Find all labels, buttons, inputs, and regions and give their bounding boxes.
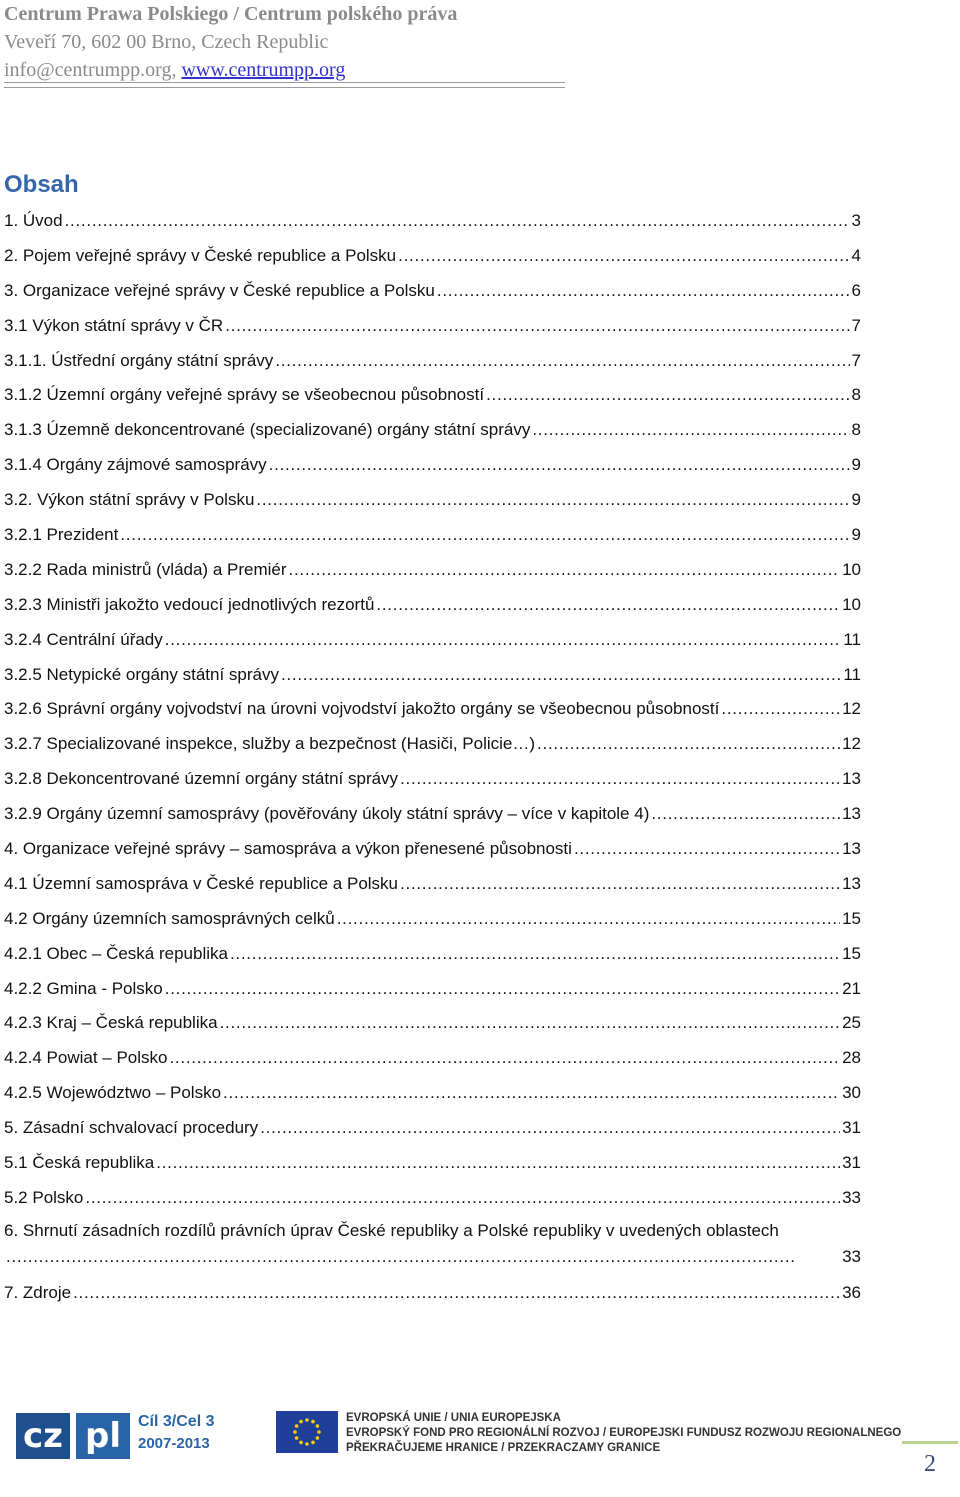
organization-name: Centrum Prawa Polskiego / Centrum polského práva: [4, 3, 458, 25]
toc-entry-page: 13: [842, 769, 861, 789]
toc-entry-page: 11: [843, 664, 861, 684]
eu-funding-text: [346, 1411, 901, 1456]
toc-entry-label: 3.2.3 Ministři jakožto vedoucí jednotlivých rezortů: [4, 594, 375, 614]
toc-entry-page: 9: [851, 525, 861, 545]
table-of-contents: [4, 206, 861, 1313]
toc-entry-label: 4.2.5 Województwo – Polsko: [4, 1083, 222, 1103]
toc-entry-label: 3.1.4 Orgány zájmové samosprávy: [4, 455, 267, 475]
toc-entry-label: 3.2.1 Prezident: [4, 525, 119, 545]
letterhead-divider: [4, 82, 565, 88]
toc-dot-leader: [400, 869, 840, 899]
toc-entry-page: 8: [851, 420, 861, 440]
page-number: 2: [924, 1451, 936, 1477]
toc-entry[interactable]: [4, 869, 861, 904]
toc-entry[interactable]: [4, 450, 861, 485]
toc-dot-leader: [269, 450, 850, 480]
toc-entry[interactable]: [4, 520, 861, 555]
toc-entry[interactable]: [4, 415, 861, 450]
contact-line: [4, 56, 569, 84]
toc-entry-page: 15: [842, 908, 861, 928]
toc-entry-page: 10: [842, 594, 861, 614]
organization-address: Veveří 70, 602 00 Brno, Czech Republic: [4, 31, 329, 53]
toc-entry-page: 11: [843, 629, 861, 649]
toc-entry-page: 10: [842, 559, 861, 579]
toc-entry-page: 28: [842, 1048, 861, 1068]
toc-title: Obsah: [4, 171, 79, 198]
toc-entry[interactable]: [4, 625, 861, 660]
toc-entry-page: 7: [851, 350, 861, 370]
toc-entry-page: 30: [842, 1083, 861, 1103]
toc-dot-leader: [398, 241, 849, 271]
toc-dot-leader: [281, 660, 841, 690]
toc-entry-leader-line: [4, 1244, 861, 1270]
eu-flag-icon: [276, 1411, 338, 1453]
toc-dot-leader: [73, 1278, 840, 1308]
toc-dot-leader: [230, 939, 840, 969]
toc-entry[interactable]: [4, 1043, 861, 1078]
toc-entry-page: 36: [842, 1282, 861, 1302]
toc-dot-leader: [85, 1183, 840, 1213]
toc-entry-page: 33: [842, 1246, 861, 1266]
eu-line: EVROPSKÁ UNIE / UNIA EUROPEJSKA: [346, 1412, 561, 1424]
toc-dot-leader: [223, 1078, 840, 1108]
toc-entry[interactable]: [4, 1113, 861, 1148]
toc-entry-label: 5.1 Česká republika: [4, 1153, 155, 1173]
czpl-logo: [16, 1413, 216, 1459]
toc-entry-label: 3.2. Výkon státní správy v Polsku: [4, 490, 255, 510]
toc-entry-page: 7: [851, 315, 861, 335]
toc-entry[interactable]: [4, 1278, 861, 1313]
toc-entry[interactable]: [4, 660, 861, 695]
toc-entry[interactable]: [4, 1008, 861, 1043]
toc-dot-leader: [289, 555, 841, 585]
toc-entry-page: 33: [842, 1187, 861, 1207]
page-number-rule: [902, 1441, 958, 1444]
toc-entry-page: 15: [842, 943, 861, 963]
toc-dot-leader: [120, 520, 849, 550]
toc-entry-label: 3.2.8 Dekoncentrované územní orgány státní správy: [4, 769, 399, 789]
eu-line: EVROPSKÝ FOND PRO REGIONÁLNÍ ROZVOJ / EUROPEJSKI FUNDUSZ ROZWOJU REGIONALNEGO: [346, 1427, 902, 1439]
letterhead: [4, 0, 569, 84]
toc-entry-label: 3.2.4 Centrální úřady: [4, 629, 163, 649]
toc-entry-page: 12: [842, 699, 861, 719]
toc-entry-label: 3.1 Výkon státní správy v ČR: [4, 315, 224, 335]
toc-entry-page: 4: [851, 245, 861, 265]
toc-entry[interactable]: [4, 206, 861, 241]
website-link[interactable]: www.centrumpp.org: [181, 59, 346, 81]
toc-entry-page: 31: [842, 1153, 861, 1173]
toc-dot-leader: [165, 974, 840, 1004]
toc-dot-leader: [400, 764, 840, 794]
toc-entry[interactable]: [4, 799, 861, 834]
toc-entry[interactable]: [4, 590, 861, 625]
toc-dot-leader: [437, 276, 850, 306]
toc-dot-leader: [721, 694, 840, 724]
toc-dot-leader: [651, 799, 840, 829]
toc-entry[interactable]: [4, 380, 861, 415]
toc-entry-label: 4.1 Územní samospráva v České republice a Polsku: [4, 873, 399, 893]
toc-entry-page: 13: [842, 839, 861, 859]
toc-entry-label: 4.2.3 Kraj – Česká republika: [4, 1013, 218, 1033]
toc-entry[interactable]: [4, 904, 861, 939]
contact-separator: ,: [171, 59, 182, 81]
toc-entry-label: 3.2.5 Netypické orgány státní správy: [4, 664, 279, 684]
toc-entry-label: 7. Zdroje: [4, 1282, 72, 1302]
toc-entry[interactable]: [4, 346, 861, 381]
toc-entry-label: 3. Organizace veřejné správy v České republice a Polsku: [4, 280, 435, 300]
toc-entry[interactable]: [4, 764, 861, 799]
toc-entry[interactable]: [4, 974, 861, 1009]
toc-entry[interactable]: [4, 939, 861, 974]
toc-entry-label: 4.2.2 Gmina - Polsko: [4, 978, 163, 998]
toc-entry[interactable]: [4, 1218, 861, 1278]
toc-dot-leader: [486, 380, 849, 410]
toc-entry-page: 6: [851, 280, 861, 300]
toc-entry-label: 3.1.3 Územně dekoncentrované (specializované) orgány státní správy: [4, 420, 531, 440]
logo-pl: pl: [76, 1413, 130, 1459]
toc-entry[interactable]: [4, 729, 861, 764]
toc-entry[interactable]: [4, 485, 861, 520]
toc-entry-label: 3.2.6 Správní orgány vojvodství na úrovni vojvodství jakožto orgány se všeobecnou působností: [4, 699, 720, 719]
toc-entry[interactable]: [4, 834, 861, 869]
toc-entry[interactable]: [4, 1183, 861, 1218]
toc-dot-leader: [275, 346, 849, 376]
toc-entry[interactable]: [4, 241, 861, 276]
toc-dot-leader: [6, 1244, 840, 1270]
toc-dot-leader: [260, 1113, 840, 1143]
page-number-box: [902, 1441, 958, 1495]
toc-entry-page: 31: [842, 1118, 861, 1138]
toc-dot-leader: [65, 206, 850, 236]
toc-entry-label: 4.2 Orgány územních samosprávných celků: [4, 908, 335, 928]
toc-entry[interactable]: [4, 311, 861, 346]
toc-dot-leader: [225, 311, 849, 341]
toc-entry-label: 3.2.7 Specializované inspekce, služby a bezpečnost (Hasiči, Policie…): [4, 734, 536, 754]
logo-cz: cz: [16, 1413, 70, 1459]
toc-entry-page: 25: [842, 1013, 861, 1033]
toc-entry-label: 6. Shrnutí zásadních rozdílů právních úprav České republiky a Polské republiky v uvedených oblastech: [4, 1220, 779, 1240]
toc-entry[interactable]: [4, 1148, 861, 1183]
eu-line: PŘEKRAČUJEME HRANICE / PRZEKRACZAMY GRANICE: [346, 1442, 661, 1454]
toc-entry-label: 4. Organizace veřejné správy – samospráva a výkon přenesené působnosti: [4, 839, 572, 859]
toc-entry-page: 3: [851, 211, 861, 230]
toc-entry-label: 3.2.9 Orgány územní samosprávy (pověřovány úkoly státní správy – více v kapitole 4): [4, 804, 650, 824]
toc-dot-leader: [220, 1008, 841, 1038]
toc-entry-label: 4.2.1 Obec – Česká republika: [4, 943, 228, 963]
logo-goal: Cíl 3/Cel 3: [138, 1413, 215, 1430]
toc-entry-page: 21: [842, 978, 861, 998]
toc-entry[interactable]: [4, 1078, 861, 1113]
toc-entry[interactable]: [4, 694, 861, 729]
toc-dot-leader: [256, 485, 849, 515]
toc-entry[interactable]: [4, 555, 861, 590]
toc-dot-leader: [376, 590, 840, 620]
toc-entry-label: 3.2.2 Rada ministrů (vláda) a Premiér: [4, 559, 287, 579]
toc-entry-label: 4.2.4 Powiat – Polsko: [4, 1048, 168, 1068]
toc-entry-label: 3.1.1. Ústřední orgány státní správy: [4, 350, 274, 370]
toc-dot-leader: [169, 1043, 840, 1073]
toc-entry-label: 3.1.2 Územní orgány veřejné správy se všeobecnou působností: [4, 385, 485, 405]
toc-dot-leader: [574, 834, 840, 864]
toc-entry[interactable]: [4, 276, 861, 311]
toc-dot-leader: [532, 415, 849, 445]
toc-dot-leader: [156, 1148, 840, 1178]
toc-entry-page: 8: [851, 385, 861, 405]
toc-entry-page: 9: [851, 455, 861, 475]
toc-entry-page: 13: [842, 804, 861, 824]
logo-years: 2007-2013: [138, 1435, 210, 1452]
toc-entry-label: 5.2 Polsko: [4, 1187, 84, 1207]
toc-entry-label: 2. Pojem veřejné správy v České republice a Polsku: [4, 245, 397, 265]
page-footer: [0, 1405, 960, 1497]
toc-dot-leader: [537, 729, 840, 759]
toc-dot-leader: [165, 625, 842, 655]
toc-entry-page: 12: [842, 734, 861, 754]
toc-entry-label: 5. Zásadní schvalovací procedury: [4, 1118, 259, 1138]
toc-entry-label: 1. Úvod: [4, 211, 63, 230]
email-link[interactable]: info@centrumpp.org: [4, 59, 172, 81]
toc-dot-leader: [337, 904, 840, 934]
toc-entry-page: 13: [842, 873, 861, 893]
toc-entry-page: 9: [851, 490, 861, 510]
